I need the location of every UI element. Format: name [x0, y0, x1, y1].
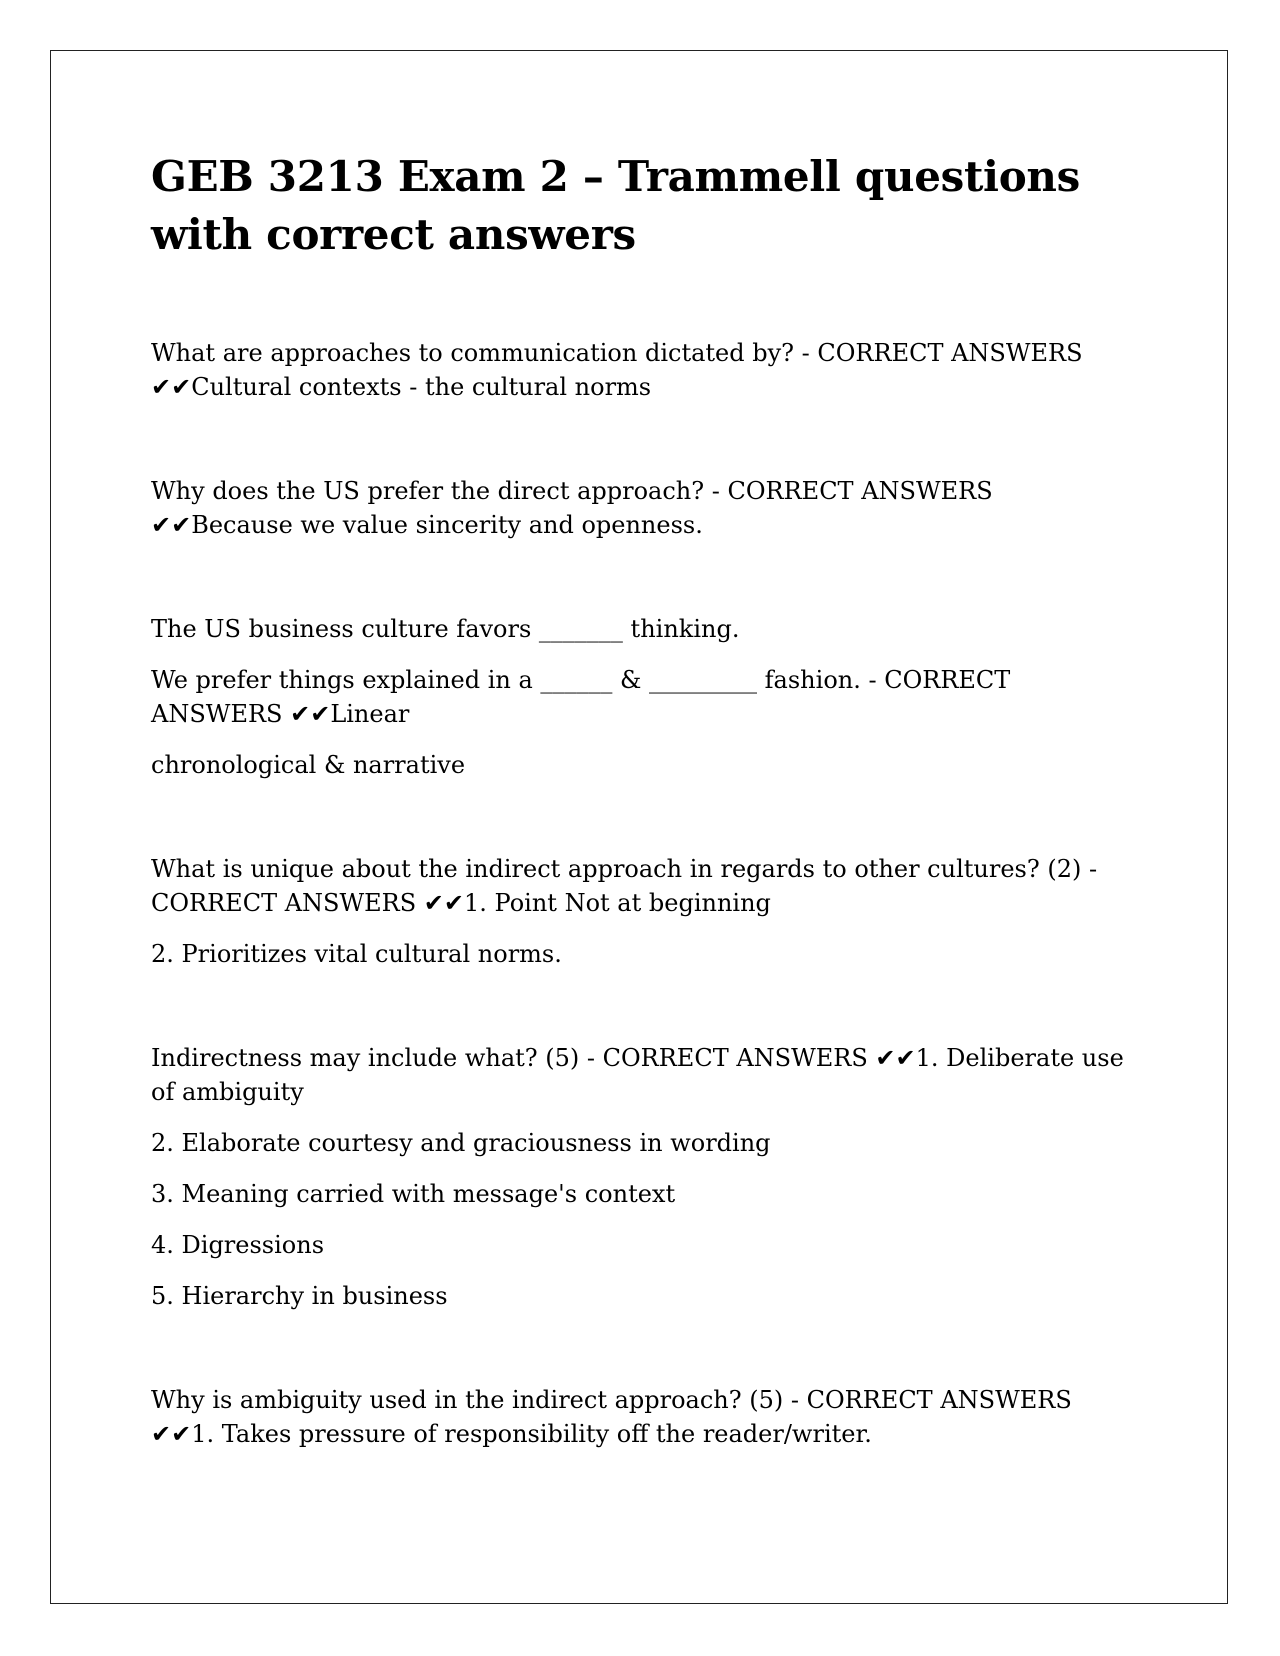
qa-text: What is unique about the indirect approach in regards to other cultures? (2) - CORRECT ANSWERS ✔✔1. Point Not at beginning — [151, 855, 1098, 917]
document-title: GEB 3213 Exam 2 – Trammell questions with correct answers — [151, 152, 1081, 259]
document-body — [151, 148, 1141, 1521]
qa-block-direct-approach — [151, 474, 1141, 542]
qa-text: Why does the US prefer the direct approach? - CORRECT ANSWERS ✔✔Because we value sincerity and openness. — [151, 477, 993, 539]
qa-text: chronological & narrative — [151, 751, 466, 779]
qa-text: What are approaches to communication dictated by? - CORRECT ANSWERS ✔✔Cultural contexts - the cultural norms — [151, 339, 1083, 401]
qa-text: 4. Digressions — [151, 1231, 325, 1259]
qa-text: 2. Elaborate courtesy and graciousness in wording — [151, 1129, 771, 1157]
qa-block-indirect-unique — [151, 852, 1141, 971]
qa-text: 5. Hierarchy in business — [151, 1282, 448, 1310]
qa-text: 2. Prioritizes vital cultural norms. — [151, 940, 562, 968]
qa-block-indirectness-includes — [151, 1041, 1141, 1313]
qa-text: The US business culture favors _______ thinking. — [151, 615, 740, 643]
qa-block-ambiguity — [151, 1383, 1141, 1451]
qa-block-approaches — [151, 336, 1141, 404]
qa-text: 3. Meaning carried with message's context — [151, 1180, 676, 1208]
qa-text: Indirectness may include what? (5) - CORRECT ANSWERS ✔✔1. Deliberate use of ambiguity — [151, 1044, 1124, 1106]
qa-text: We prefer things explained in a ______ & _________ fashion. - CORRECT ANSWERS ✔✔Linear — [151, 666, 1011, 728]
qa-text: Why is ambiguity used in the indirect approach? (5) - CORRECT ANSWERS ✔✔1. Takes pressure of responsibility off the reader/writer. — [151, 1386, 1072, 1448]
qa-block-us-business-culture — [151, 612, 1141, 782]
